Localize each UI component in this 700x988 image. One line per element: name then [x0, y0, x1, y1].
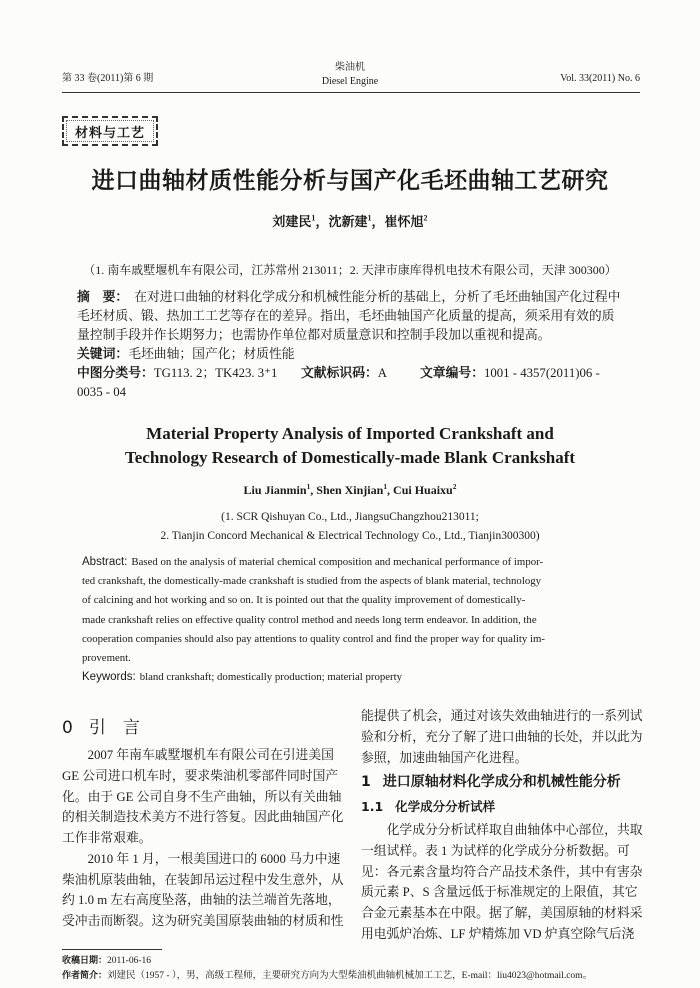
section-number: 1	[361, 774, 371, 790]
body-line: 2010 年 1 月，一根美国进口的 6000 马力中速	[87, 851, 341, 866]
section-tag	[62, 116, 158, 146]
footnote-rule	[62, 949, 162, 950]
body-line: 约 1.0 m 左右高度坠落，曲轴的法兰端首先落地，	[62, 893, 341, 908]
author-name-en: Shen Xinjian	[316, 483, 384, 497]
received-label: 收稿日期：	[62, 956, 108, 966]
body-line: 一组试样。表 1 为试样的化学成分分析数据。可	[361, 843, 630, 858]
abstract-en-line: provement.	[82, 651, 131, 664]
body-line: 合金元素基本在中限。据了解，美国原轴的材料采	[361, 906, 643, 920]
abstract-en-line: of calcining and hot working and so on. It is pointed out that the quality improvement of domestically-	[82, 594, 526, 607]
keywords-cn	[77, 345, 633, 364]
clc-label: 中图分类号：	[77, 366, 154, 381]
author-separator: ，	[315, 214, 329, 229]
author-affil-mark: 1	[311, 213, 316, 223]
author-name-en: Cui Huaixu	[393, 483, 453, 497]
abstract-cn-line: 量控制手段并作长期努力；也需协作单位都对质量意识和控制手段加以重视和提高。	[77, 328, 551, 342]
authors-cn	[0, 213, 700, 231]
body-line: GE 公司进口机车时，要求柴油机零部件同时国产	[62, 768, 339, 783]
right-column-text-bottom	[361, 820, 647, 945]
header-journal-en: Diesel Engine	[321, 76, 379, 87]
abstract-cn	[77, 288, 633, 402]
bio-label: 作者简介：	[62, 971, 108, 981]
section-heading-1	[361, 771, 621, 793]
section-tag-label: 材料与工艺	[74, 124, 145, 140]
article-no-value: 1001 - 4357(2011)06 -	[483, 366, 600, 380]
body-line: 化学成分分析试样取自曲轴体中心部位，共取	[386, 823, 643, 837]
doc-code-label: 文献标识码：	[301, 366, 378, 381]
affiliation-en-line: 2. Tianjin Concord Mechanical & Electrical Technology Co., Ltd., Tianjin300300)	[160, 530, 540, 542]
abstract-en	[82, 553, 627, 687]
author-name-en: Liu Jianmin	[243, 483, 307, 497]
body-line: 2007 年南车戚墅堰机车有限公司在引进美国	[87, 748, 334, 762]
bio-text: 刘建民（1957 - ），男，高级工程师，主要研究方向为大型柴油机曲轴机械加工工艺，E-mail：liu4023@hotmail.com。	[107, 971, 593, 981]
body-line: 能提供了机会，通过对该失效曲轴进行的一系列试	[361, 709, 643, 723]
footnote-received	[62, 954, 151, 969]
affiliations-en	[0, 508, 700, 546]
author-affil-mark: 1	[367, 213, 372, 223]
article-no-continued: 0035 - 04	[77, 385, 127, 399]
affiliation-en-line: (1. SCR Qishuyan Co., Ltd., JiangsuChangzhou213011;	[221, 511, 479, 523]
clc-value: TG113. 2；TK423. 3⁺1	[153, 366, 278, 380]
subsection-title: 化学成分分析试样	[395, 799, 496, 814]
body-line: 见：各元素含量均符合产品技术条件，其中有害杂	[361, 864, 643, 879]
body-line: 验和分析，充分了解了进口曲轴的长处，并以此为	[361, 729, 643, 744]
title-cn: 进口曲轴材质性能分析与国产化毛坯曲轴工艺研究	[91, 168, 609, 193]
received-date: 2011-06-16	[107, 956, 151, 966]
keywords-en	[82, 668, 627, 687]
abstract-en-line: cooperation companies should also pay attentions to quality control and find the proper way for quality im-	[82, 632, 545, 645]
header-issue-cn: 第 33 卷(2011)第 6 期	[62, 73, 154, 84]
body-line: 化。由于 GE 公司自身不生产曲轴，所以有关曲轴	[62, 789, 342, 804]
author-separator: ，	[371, 214, 385, 229]
authors-en	[0, 482, 700, 498]
doc-code-value: A	[377, 366, 388, 380]
header-issue-en: Vol. 33(2011) No. 6	[560, 73, 640, 84]
header-rule	[62, 92, 640, 93]
classification-line	[77, 364, 633, 383]
body-line: 质元素 P、S 含量远低于标准规定的上限值，其它	[361, 885, 638, 900]
abstract-en-line	[82, 553, 627, 572]
keywords-cn-text: 毛坯曲轴；国产化；材质性能	[128, 347, 295, 361]
abstract-cn-line	[77, 288, 633, 307]
author-affil-mark: 2	[452, 482, 457, 491]
body-line: 用电弧炉冶炼、LF 炉精炼加 VD 炉真空除气后浇	[361, 926, 635, 941]
author-separator: ,	[310, 483, 317, 497]
title-en	[0, 422, 700, 470]
section-title: 引 言	[88, 718, 140, 738]
subsection-number: 1.1	[361, 799, 384, 814]
author-name: 崔怀旭	[384, 214, 424, 229]
author-affil-mark: 1	[306, 482, 311, 491]
body-line: 工作非常艰难。	[62, 831, 152, 845]
keywords-en-label: Keywords:	[82, 671, 136, 684]
title-en-line: Material Property Analysis of Imported Crankshaft and	[146, 424, 554, 443]
body-line: 受冲击而断裂。这为研究美国原装曲轴的材质和性	[62, 914, 344, 928]
header-journal-cn: 柴油机	[335, 62, 365, 73]
section-number: 0	[62, 718, 73, 738]
right-column-text-top	[361, 706, 647, 768]
author-affil-mark: 2	[423, 213, 428, 223]
body-line: 柴油机原装曲轴，在装卸吊运过程中发生意外，从	[62, 872, 344, 887]
title-en-line: Technology Research of Domestically-made Blank Crankshaft	[124, 448, 576, 467]
abstract-cn-text: 在对进口曲轴的材料化学成分和机械性能分析的基础上，分析了毛坯曲轴国产化过程中	[134, 290, 621, 304]
author-name: 沈新建	[328, 214, 368, 229]
author-name: 刘建民	[272, 214, 312, 229]
abstract-cn-label: 摘 要：	[77, 290, 129, 305]
keywords-cn-label: 关键词：	[77, 347, 129, 362]
clc-group	[77, 364, 277, 383]
article-no-group	[420, 364, 600, 383]
abstract-cn-line: 毛坯材质、锻、热加工工艺等存在的差异。指出，毛坯曲轴国产化质量的提高，须采用有效的质	[77, 309, 615, 323]
author-affil-mark: 1	[383, 482, 388, 491]
affiliation-cn: （1. 南车戚墅堰机车有限公司，江苏常州 213011；2. 天津市康库得机电技术有限公司，天津 300300）	[83, 263, 617, 277]
abstract-en-label: Abstract:	[82, 556, 128, 568]
body-line: 参照，加速曲轴国产化进程。	[361, 750, 528, 765]
doc-code-group	[301, 364, 387, 383]
subsection-heading-1-1	[361, 798, 495, 816]
abstract-en-line: ted crankshaft, the domestically-made crankshaft is studied from the aspects of blank material, technology	[82, 575, 542, 588]
left-column-text	[62, 745, 350, 932]
section-heading-introduction	[62, 717, 140, 739]
article-no-label: 文章编号：	[420, 366, 484, 381]
keywords-en-text: bland crankshaft; domestically production; material property	[139, 671, 403, 684]
body-line: 的相关制造技术美方不进行答复。因此曲轴国产化	[62, 810, 344, 825]
section-title: 进口原轴材料化学成分和机械性能分析	[382, 774, 621, 790]
abstract-en-text: Based on the analysis of material chemical composition and mechanical performance of impor-	[131, 556, 544, 568]
author-separator: ,	[387, 483, 394, 497]
footnote-author-bio	[62, 969, 592, 984]
abstract-en-line: made crankshaft relies on effective quality control method and needs long term endeavor. In addition, the	[82, 613, 537, 626]
